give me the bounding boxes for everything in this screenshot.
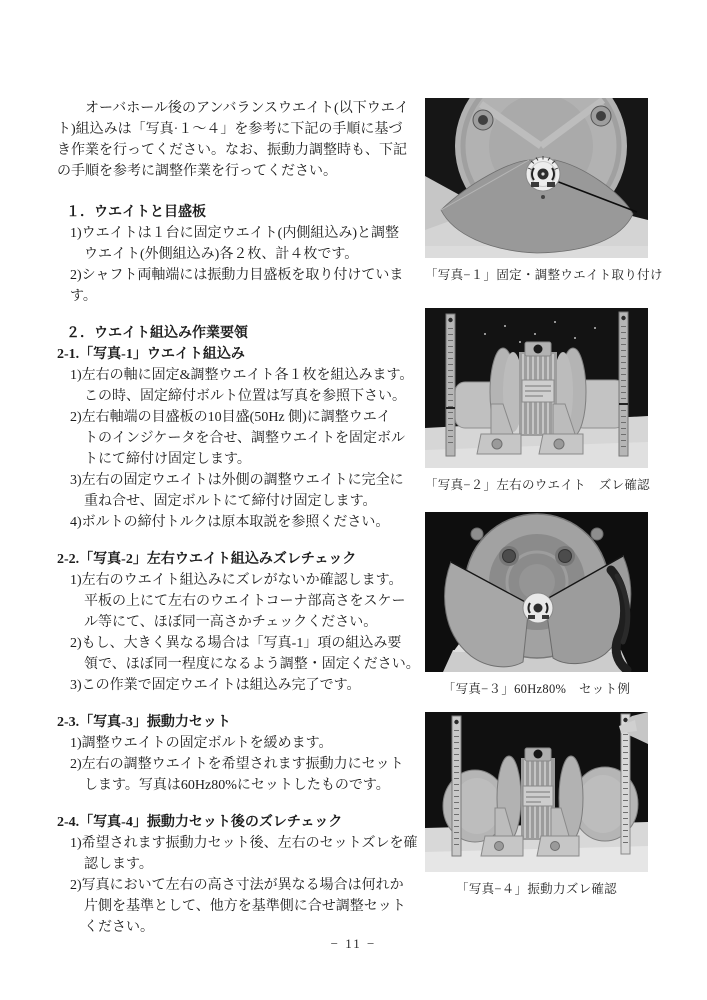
- section-2-heading: ２．ウエイト組込み作業要領: [66, 326, 248, 341]
- section-2-4: [57, 812, 427, 938]
- section-2-4-item-2: 2)写真において左右の高さ寸法が異なる場合は何れか 片側を基準として、他方を基準側に合せ調整セット ください。: [70, 878, 406, 935]
- photo-3: [425, 512, 648, 697]
- section-2-3-heading: 2-3.「写真-3」振動力セット: [57, 715, 231, 730]
- section-2-3-item-1: 1)調整ウエイトの固定ボルトを緩めます。: [70, 736, 333, 751]
- photo-2: [425, 308, 648, 493]
- section-2-4-item-1: 1)希望されます振動力セット後、左右のセットズレを確 認します。: [70, 836, 418, 872]
- section-2-1-item-1: 1)左右の軸に固定&調整ウエイト各１枚を組込みます。 この時、固定締付ボルト位置は写真を参照下さい。: [70, 368, 414, 404]
- left-ruler: [452, 716, 461, 856]
- text-column: [57, 98, 427, 954]
- section-2-1-item-4: 4)ボルトの締付トルクは原本取説を参照ください。: [70, 515, 390, 530]
- section-2-2-item-2: 2)もし、大きく異なる場合は「写真-1」項の組込み要 領で、ほぼ同一程度になるよう調整・固定ください。: [70, 636, 420, 672]
- section-1-item-1: 1)ウエイトは１台に固定ウエイト(内側組込み)と調整 ウエイト(外側組込み)各２枚、計４枚です。: [70, 226, 399, 262]
- photo-2-caption: 「写真−２」左右のウエイト ズレ確認: [425, 478, 650, 492]
- photo-3-caption: 「写真−３」60Hz80% セット例: [442, 682, 631, 696]
- section-1: [57, 202, 427, 307]
- section-2-2-item-1: 1)左右のウエイト組込みにズレがないか確認します。 平板の上にて左右のウエイトコーナ部高さをスケー ル等にて、ほぼ同一高さかチェックください。: [70, 573, 406, 630]
- section-2-1-heading: 2-1.「写真-1」ウエイト組込み: [57, 347, 245, 362]
- left-ruler: [446, 314, 455, 456]
- photo-4-caption: 「写真−４」振動力ズレ確認: [456, 882, 617, 896]
- section-2-1: [57, 323, 427, 533]
- section-2-2: [57, 549, 427, 696]
- right-ruler: [619, 312, 628, 456]
- section-2-4-heading: 2-4.「写真-4」振動力セット後のズレチェック: [57, 815, 343, 830]
- photo-4: [425, 712, 648, 897]
- photo-2-image: [425, 308, 648, 468]
- section-1-item-2: 2)シャフト両軸端には振動力目盛板を取り付けています。: [70, 268, 404, 304]
- photo-4-image: [425, 712, 648, 872]
- photo-1: [425, 98, 663, 283]
- section-2-1-item-3: 3)左右の固定ウエイトは外側の調整ウエイトに完全に 重ね合せ、固定ボルトにて締付け固定します。: [70, 473, 404, 509]
- photo-1-caption: 「写真−１」固定・調整ウエイト取り付け: [425, 268, 663, 282]
- section-2-3: [57, 712, 427, 796]
- photo-1-image: [425, 98, 648, 258]
- section-2-1-item-2: 2)左右軸端の目盛板の10目盛(50Hz 側)に調整ウエイ トのインジケータを合せ、調整ウエイトを固定ボル トにて締付け固定します。: [70, 410, 405, 467]
- section-1-heading: １．ウエイトと目盛板: [66, 205, 206, 220]
- intro-paragraph: オーバホール後のアンバランスウエイト(以下ウエイ ト)組込みは「写真·１～４」を参考に下記の手順に基づ き作業を行ってください。なお、振動力調整時も、下記 の手順を参考に調整作業を行ってください。: [57, 101, 409, 179]
- section-2-3-item-2: 2)左右の調整ウエイトを希望されます振動力にセット します。写真は60Hz80%にセットしたものです。: [70, 757, 404, 793]
- page-number: − 11 −: [330, 936, 377, 951]
- section-2-2-item-3: 3)この作業で固定ウエイトは組込み完了です。: [70, 678, 361, 693]
- right-ruler: [621, 714, 630, 854]
- section-2-2-heading: 2-2.「写真-2」左右ウエイト組込みズレチェック: [57, 552, 357, 567]
- photo-3-image: [425, 512, 648, 672]
